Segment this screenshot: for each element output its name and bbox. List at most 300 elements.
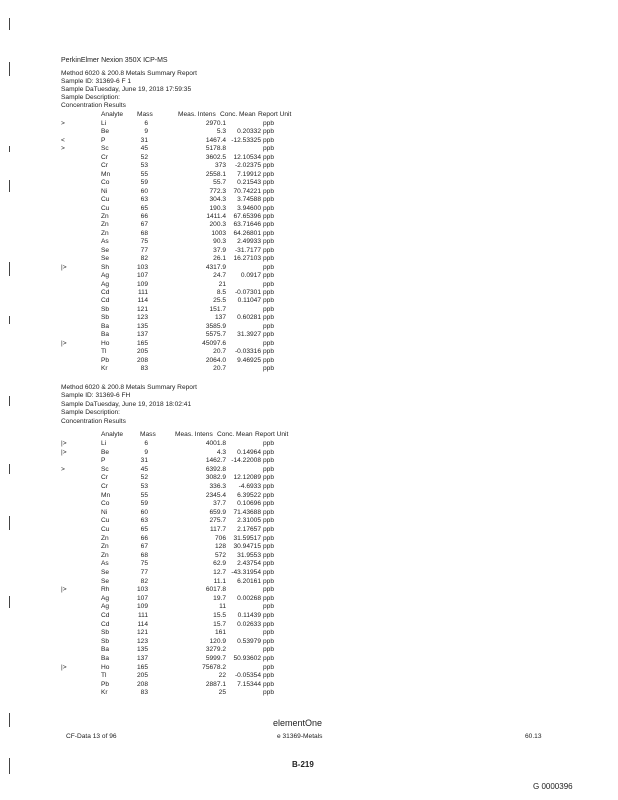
analyte-cell: Cu (101, 517, 110, 525)
mass-cell: 55 (140, 491, 148, 499)
intensity-cell: 12.7 (213, 569, 226, 576)
intensity-cell: 21 (218, 280, 226, 288)
unit-cell: ppb (263, 348, 275, 356)
mass-cell: 123 (136, 637, 148, 645)
scan-mark (9, 180, 10, 192)
scan-mark (9, 713, 10, 727)
mass-cell: 165 (136, 663, 148, 671)
row-marker: |> (61, 339, 67, 347)
table-row (0, 664, 618, 672)
col-conc: Conc. Mean (217, 431, 253, 438)
intensity-cell: 20.7 (213, 365, 226, 373)
mass-cell: 65 (140, 526, 148, 533)
mass-cell: 205 (136, 348, 148, 356)
unit-cell: ppb (263, 136, 275, 144)
unit-cell: ppb (263, 560, 275, 568)
unit-cell: ppb (263, 551, 275, 559)
conc-cell: 64.26801 (233, 229, 261, 237)
mass-cell: 63 (140, 196, 148, 204)
mass-cell: 52 (140, 153, 148, 161)
intensity-cell: 55.7 (213, 179, 226, 187)
mass-cell: 77 (140, 246, 148, 254)
mass-cell: 9 (144, 448, 148, 456)
conc-cell: 0.11047 (237, 297, 261, 305)
analyte-cell: Sb (101, 314, 110, 322)
analyte-cell: Kr (101, 689, 108, 697)
report2-column-headers (0, 431, 618, 439)
analyte-cell: Sc (101, 465, 109, 473)
mass-cell: 83 (140, 365, 148, 373)
analyte-cell: Li (101, 440, 107, 447)
conc-cell: 31.9553 (237, 551, 261, 559)
mass-cell: 111 (137, 612, 148, 619)
conc-cell: 9.46925 (237, 356, 261, 364)
intensity-cell: 25 (218, 689, 226, 697)
mass-cell: 9 (144, 128, 148, 136)
mass-cell: 83 (140, 689, 148, 697)
mass-cell: 68 (140, 229, 148, 237)
conc-cell: 0.20332 (237, 128, 261, 136)
intensity-cell: 772.3 (209, 187, 226, 195)
unit-cell: ppb (263, 204, 275, 212)
mass-cell: 107 (136, 594, 148, 602)
table-row (0, 655, 618, 663)
table-row (0, 188, 618, 196)
table-row (0, 535, 618, 543)
intensity-cell: 1462.7 (205, 457, 226, 465)
mass-cell: 208 (136, 356, 148, 364)
mass-cell: 66 (140, 212, 148, 220)
report2-sample-id: Sample ID: 31369-6 FH (61, 392, 131, 399)
table-row (0, 340, 618, 348)
conc-cell: 3.74588 (237, 196, 261, 204)
conc-cell: 63.71646 (233, 221, 261, 229)
mass-cell: 63 (140, 517, 148, 525)
mass-cell: 109 (136, 603, 148, 611)
intensity-cell: 1003 (211, 229, 226, 237)
mass-cell: 77 (140, 569, 148, 576)
unit-cell: ppb (263, 212, 275, 220)
intensity-cell: 128 (214, 543, 226, 551)
intensity-cell: 8.5 (216, 289, 226, 296)
unit-cell: ppb (263, 356, 275, 364)
analyte-cell: Co (101, 179, 110, 187)
intensity-cell: 3585.9 (205, 322, 226, 330)
analyte-cell: As (101, 560, 109, 568)
conc-cell: 71.43688 (233, 508, 261, 516)
unit-cell: ppb (263, 491, 275, 499)
scan-mark (9, 758, 10, 774)
analyte-cell: Ba (101, 655, 110, 662)
table-row (0, 449, 618, 457)
intensity-cell: 25.5 (213, 297, 226, 305)
intensity-cell: 2970.1 (205, 120, 226, 127)
table-row (0, 517, 618, 525)
analyte-cell: Cr (101, 153, 108, 161)
analyte-cell: Li (101, 120, 107, 127)
analyte-cell: Be (101, 448, 110, 456)
intensity-cell: 11.1 (213, 577, 226, 585)
intensity-cell: 5575.7 (205, 331, 226, 339)
mass-cell: 60 (140, 508, 148, 516)
unit-cell: ppb (263, 457, 275, 465)
analyte-cell: Cu (101, 526, 110, 533)
unit-cell: ppb (263, 483, 275, 490)
table-row (0, 213, 618, 221)
conc-cell: 0.00268 (237, 594, 261, 602)
table-row (0, 289, 618, 297)
conc-cell: 67.65396 (233, 212, 261, 220)
intensity-cell: 6017.8 (205, 586, 226, 594)
unit-cell: ppb (263, 331, 275, 339)
unit-cell: ppb (263, 196, 275, 204)
intensity-cell: 5999.7 (205, 655, 226, 662)
report1-sample-date: Sample DaTuesday, June 19, 2018 17:59:35 (61, 86, 192, 93)
mass-cell: 121 (136, 629, 148, 637)
mass-cell: 52 (140, 474, 148, 482)
unit-cell: ppb (263, 672, 275, 680)
scan-mark (9, 262, 10, 276)
unit-cell: ppb (263, 646, 275, 654)
analyte-cell: Sb (101, 629, 110, 637)
mass-cell: 67 (140, 543, 148, 551)
unit-cell: ppb (263, 238, 275, 246)
report2-title: Method 6020 & 200.8 Metals Summary Report (61, 384, 197, 391)
table-row (0, 128, 618, 136)
table-row (0, 543, 618, 551)
intensity-cell: 2887.1 (205, 680, 226, 688)
table-row (0, 612, 618, 620)
unit-cell: ppb (263, 221, 275, 229)
unit-cell: ppb (263, 569, 275, 576)
unit-cell: ppb (263, 612, 275, 619)
analyte-cell: Co (101, 500, 110, 508)
mass-cell: 165 (136, 339, 148, 347)
intensity-cell: 2558.1 (205, 170, 226, 178)
report1-title: Method 6020 & 200.8 Metals Summary Report (61, 70, 197, 77)
mass-cell: 114 (137, 297, 148, 305)
intensity-cell: 659.9 (209, 508, 226, 516)
table-row (0, 179, 618, 187)
intensity-cell: 62.9 (213, 560, 226, 568)
conc-cell: -0.05354 (234, 672, 261, 680)
unit-cell: ppb (263, 187, 275, 195)
table-row (0, 552, 618, 560)
conc-cell: 0.10696 (237, 500, 261, 508)
analyte-cell: Sb (101, 637, 110, 645)
table-row (0, 264, 618, 272)
mass-cell: 135 (136, 646, 148, 654)
analyte-cell: Se (101, 246, 110, 254)
scan-mark (9, 316, 10, 324)
unit-cell: ppb (263, 517, 275, 525)
col-unit: Report Unit (258, 111, 292, 118)
conc-cell: -14.22008 (231, 457, 261, 465)
conc-cell: 31.59517 (233, 534, 261, 542)
mass-cell: 103 (136, 263, 148, 271)
mass-cell: 55 (140, 170, 148, 178)
table-row (0, 646, 618, 654)
unit-cell: ppb (263, 272, 275, 280)
mass-cell: 31 (140, 136, 148, 144)
intensity-cell: 4317.9 (205, 263, 226, 271)
table-row (0, 509, 618, 517)
table-row (0, 466, 618, 474)
mass-cell: 137 (136, 655, 148, 662)
unit-cell: ppb (263, 440, 275, 447)
intensity-cell: 5.3 (216, 128, 226, 136)
mass-cell: 135 (136, 322, 148, 330)
analyte-cell: Tl (101, 672, 107, 680)
unit-cell: ppb (263, 297, 275, 305)
analyte-cell: Cu (101, 196, 110, 204)
conc-cell: 0.0917 (240, 272, 261, 280)
intensity-cell: 706 (214, 534, 226, 542)
mass-cell: 82 (140, 577, 148, 585)
row-marker: |> (61, 663, 67, 671)
conc-cell: 12.12089 (233, 474, 261, 482)
conc-cell: 0.60281 (237, 314, 261, 322)
report1-description: Sample Description: (61, 94, 121, 101)
intensity-cell: 20.7 (213, 348, 226, 356)
mass-cell: 111 (137, 289, 148, 296)
col-analyte: Analyte (101, 431, 123, 438)
row-marker: > (61, 120, 65, 127)
mass-cell: 59 (140, 179, 148, 187)
mass-cell: 6 (144, 440, 148, 447)
analyte-cell: Cd (101, 612, 110, 619)
analyte-cell: Cd (101, 289, 110, 296)
intensity-cell: 15.7 (213, 620, 226, 628)
unit-cell: ppb (263, 305, 275, 313)
intensity-cell: 24.7 (213, 272, 226, 280)
analyte-cell: Sb (101, 305, 110, 313)
conc-cell: 0.02633 (237, 620, 261, 628)
analyte-cell: Tl (101, 348, 107, 356)
unit-cell: ppb (263, 153, 275, 161)
col-intensity: Meas. Intens (178, 111, 216, 118)
intensity-cell: 151.7 (209, 305, 226, 313)
intensity-cell: 37.9 (213, 246, 226, 254)
intensity-cell: 37.7 (213, 500, 226, 508)
report2-sample-date: Sample DaTuesday, June 19, 2018 18:02:41 (61, 401, 192, 408)
analyte-cell: Sh (101, 263, 110, 271)
analyte-cell: Pb (101, 680, 110, 688)
row-marker: > (61, 145, 65, 153)
intensity-cell: 1411.4 (206, 212, 226, 220)
table-row (0, 247, 618, 255)
table-row (0, 586, 618, 594)
intensity-cell: 2345.4 (205, 491, 226, 499)
unit-cell: ppb (263, 314, 275, 322)
unit-cell: ppb (263, 689, 275, 697)
row-marker: < (61, 136, 65, 144)
table-row (0, 689, 618, 697)
table-row (0, 205, 618, 213)
mass-cell: 65 (140, 204, 148, 212)
table-row (0, 681, 618, 689)
analyte-cell: Ba (101, 322, 110, 330)
table-row (0, 638, 618, 646)
table-row (0, 137, 618, 145)
analyte-cell: Pb (101, 356, 110, 364)
row-marker: |> (61, 440, 67, 447)
mass-cell: 60 (140, 187, 148, 195)
mass-cell: 59 (140, 500, 148, 508)
mass-cell: 68 (140, 551, 148, 559)
analyte-cell: Cd (101, 297, 110, 305)
unit-cell: ppb (263, 448, 275, 456)
report1-sample-id: Sample ID: 31369-6 F 1 (61, 78, 132, 85)
intensity-cell: 15.5 (213, 612, 226, 619)
unit-cell: ppb (263, 663, 275, 671)
unit-cell: ppb (263, 594, 275, 602)
unit-cell: ppb (263, 586, 275, 594)
unit-cell: ppb (263, 289, 275, 296)
analyte-cell: Ag (101, 272, 110, 280)
table-row (0, 595, 618, 603)
scan-mark (9, 18, 10, 30)
intensity-cell: 4.3 (216, 448, 226, 456)
unit-cell: ppb (263, 655, 275, 662)
table-row (0, 365, 618, 373)
unit-cell: ppb (263, 603, 275, 611)
conc-cell: -43.31954 (231, 569, 261, 576)
unit-cell: ppb (263, 526, 275, 533)
table-row (0, 196, 618, 204)
analyte-cell: P (101, 457, 106, 465)
analyte-cell: Ni (101, 508, 108, 516)
table-row (0, 323, 618, 331)
mass-cell: 53 (140, 483, 148, 490)
analyte-cell: Cd (101, 620, 110, 628)
analyte-cell: Zn (101, 221, 109, 229)
mass-cell: 109 (136, 280, 148, 288)
intensity-cell: 26.1 (213, 255, 226, 263)
conc-cell: 6.39522 (237, 491, 261, 499)
scan-mark (9, 464, 10, 474)
analyte-cell: Be (101, 128, 110, 136)
report2-concentration-label: Concentration Results (61, 418, 126, 425)
row-marker: |> (61, 263, 67, 271)
unit-cell: ppb (263, 246, 275, 254)
row-marker: > (61, 465, 65, 473)
analyte-cell: Ba (101, 331, 110, 339)
unit-cell: ppb (263, 179, 275, 187)
analyte-cell: Se (101, 255, 110, 263)
intensity-cell: 4001.8 (205, 440, 226, 447)
table-row (0, 331, 618, 339)
col-mass: Mass (137, 111, 153, 118)
conc-cell: 3.94600 (237, 204, 261, 212)
table-row (0, 672, 618, 680)
analyte-cell: Zn (101, 543, 109, 551)
table-row (0, 357, 618, 365)
intensity-cell: 117.7 (209, 526, 226, 533)
intensity-cell: 275.7 (209, 517, 226, 525)
table-row (0, 297, 618, 305)
table-row (0, 474, 618, 482)
row-marker: |> (61, 586, 67, 594)
intensity-cell: 161 (214, 629, 226, 637)
unit-cell: ppb (263, 339, 275, 347)
conc-cell: 2.31005 (237, 517, 261, 525)
page-code: B-219 (292, 760, 314, 769)
conc-cell: 7.15344 (237, 680, 261, 688)
conc-cell: 0.14964 (237, 448, 261, 456)
col-analyte: Analyte (101, 111, 123, 118)
analyte-cell: Ho (101, 663, 110, 671)
unit-cell: ppb (263, 322, 275, 330)
intensity-cell: 200.3 (209, 221, 226, 229)
instrument-title: PerkinElmer Nexion 350X ICP-MS (61, 57, 168, 64)
report2-description: Sample Description: (61, 409, 121, 416)
row-marker: |> (61, 448, 67, 456)
intensity-cell: 19.7 (213, 594, 226, 602)
table-row (0, 221, 618, 229)
unit-cell: ppb (263, 508, 275, 516)
analyte-cell: Ag (101, 603, 110, 611)
intensity-cell: 45097.6 (202, 339, 226, 347)
analyte-cell: Se (101, 569, 110, 576)
intensity-cell: 336.3 (209, 483, 226, 490)
mass-cell: 45 (140, 465, 148, 473)
conc-cell: 0.11439 (237, 612, 261, 619)
intensity-cell: 3082.9 (205, 474, 226, 482)
analyte-cell: Ho (101, 339, 110, 347)
mass-cell: 103 (136, 586, 148, 594)
unit-cell: ppb (263, 474, 275, 482)
mass-cell: 53 (140, 162, 148, 170)
mass-cell: 75 (140, 560, 148, 568)
analyte-cell: Cu (101, 204, 110, 212)
unit-cell: ppb (263, 255, 275, 263)
intensity-cell: 120.9 (209, 637, 226, 645)
mass-cell: 82 (140, 255, 148, 263)
table-row (0, 238, 618, 246)
unit-cell: ppb (263, 365, 275, 373)
mass-cell: 45 (140, 145, 148, 153)
scan-mark (9, 396, 10, 406)
conc-cell: 70.74221 (233, 187, 261, 195)
table-row (0, 526, 618, 534)
intensity-cell: 3279.2 (205, 646, 226, 654)
conc-cell: -0.07301 (234, 289, 261, 296)
intensity-cell: 304.3 (209, 196, 226, 204)
table-row (0, 306, 618, 314)
col-intensity: Meas. Intens (175, 431, 213, 438)
unit-cell: ppb (263, 170, 275, 178)
unit-cell: ppb (263, 680, 275, 688)
unit-cell: ppb (263, 465, 275, 473)
conc-cell: -31.7177 (234, 246, 261, 254)
table-row (0, 171, 618, 179)
analyte-cell: Mn (101, 491, 111, 499)
intensity-cell: 90.3 (213, 238, 226, 246)
analyte-cell: Ag (101, 594, 110, 602)
bates-number: G 0000396 (533, 782, 573, 791)
conc-cell: 30.94715 (233, 543, 261, 551)
mass-cell: 205 (136, 672, 148, 680)
analyte-cell: Cr (101, 483, 108, 490)
table-row (0, 492, 618, 500)
conc-cell: 2.43754 (237, 560, 261, 568)
mass-cell: 31 (140, 457, 148, 465)
intensity-cell: 75678.2 (202, 663, 226, 671)
conc-cell: -4.6933 (238, 483, 261, 490)
conc-cell: 50.93602 (233, 655, 261, 662)
unit-cell: ppb (263, 128, 275, 136)
